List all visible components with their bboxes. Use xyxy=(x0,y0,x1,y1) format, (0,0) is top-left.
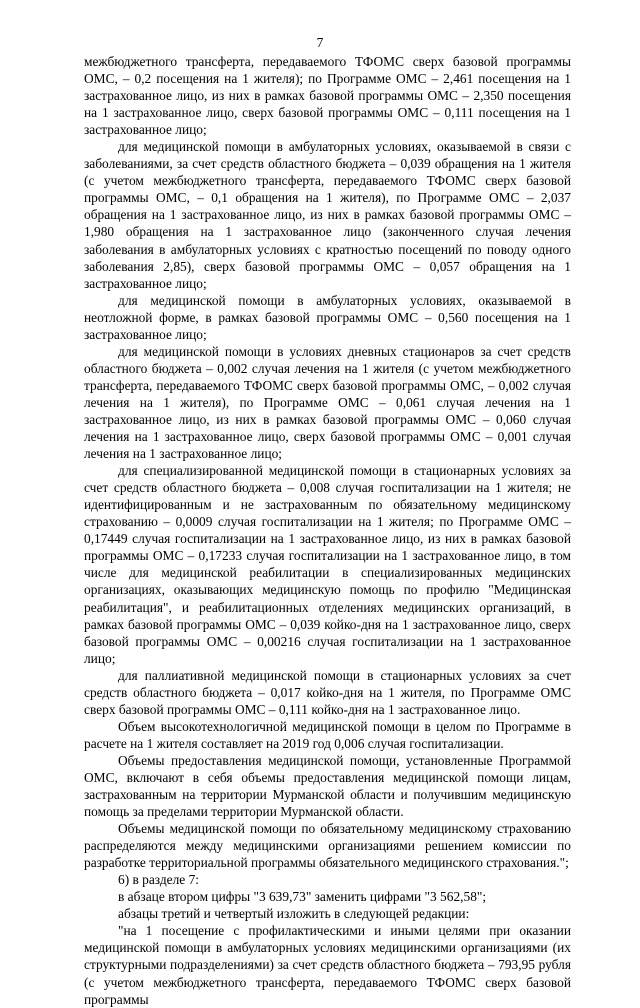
paragraph-ambulatory-disease: для медицинской помощи в амбулаторных условиях, оказываемой в связи с заболеваниями, за счет средств областного бюджета – 0,039 обращения на 1 жителя (с учетом межбюджетного трансферта, передаваемого ТФОМС сверх базовой программы ОМС, – 0,1 обращения на 1 жителя), по Программе ОМС – 2,037 обращения на 1 застрахованное лицо, из них в рамках базовой программы ОМС – 1,980 обращения на 1 застрахованное лицо (законченного случая лечения заболевания в амбулаторных условиях с кратностью посещений по поводу одного заболевания 2,85), сверх базовой программы ОМС – 0,057 обращения на 1 застрахованное лицо; xyxy=(84,139,571,291)
paragraph-section-7: 6) в разделе 7: xyxy=(118,872,200,888)
paragraph-quoted-amendment: "на 1 посещение с профилактическими и иными целями при оказании медицинской помощи в амбулаторных условиях медицинскими организациями (их структурными подразделениями) за счет средств областного бюджета – 793,95 рубля (с учетом межбюджетного трансферта, передаваемого ТФОМС сверх базовой программы xyxy=(84,923,571,1007)
paragraph-volumes-distribution: Объемы медицинской помощи по обязательному медицинскому страхованию распределяются между медицинскими организациями решением комиссии по разработке территориальной программы обязательного медицинского страхования."; xyxy=(84,821,571,871)
paragraph-replace-figures: в абзаце втором цифры "3 639,73" заменить цифрами "3 562,58"; xyxy=(118,889,487,905)
paragraph-specialized-inpatient: для специализированной медицинской помощи в стационарных условиях за счет средств областного бюджета – 0,008 случая госпитализации на 1 жителя; не идентифицированным и не застрахованным по обязательному медицинскому страхованию – 0,0009 случая госпитализации на 1 жителя; по Программе ОМС – 0,17449 случая госпитализации на 1 застрахованное лицо, из них в рамках базовой программы ОМС – 0,17233 случая госпитализации на 1 застрахованное лицо, в том числе для медицинской реабилитации в специализированных медицинских организациях, оказывающих медицинскую помощь по профилю "Медицинская реабилитация", и реабилитационных отделениях медицинских организаций, в рамках базовой программы ОМС – 0,039 койко-дня на 1 застрахованное лицо, сверх базовой программы ОМС – 0,00216 случая госпитализации на 1 застрахованное лицо; xyxy=(84,463,571,666)
paragraph-new-wording: абзацы третий и четвертый изложить в следующей редакции: xyxy=(118,906,470,922)
paragraph-continuation: межбюджетного трансферта, передаваемого ТФОМС сверх базовой программы ОМС, – 0,2 посещения на 1 жителя); по Программе ОМС – 2,461 посещения на 1 застрахованное лицо, из них в рамках базовой программы ОМС – 2,350 посещения на 1 застрахованное лицо, сверх базовой программы ОМС – 0,111 посещения на 1 застрахованное лицо; xyxy=(84,54,571,138)
paragraph-palliative: для паллиативной медицинской помощи в стационарных условиях за счет средств областного бюджета – 0,017 койко-дня на 1 жителя, по Программе ОМС сверх базовой программы ОМС – 0,111 койко-дня на 1 застрахованное лицо. xyxy=(84,667,571,717)
paragraph-volumes-oms: Объемы предоставления медицинской помощи, установленные Программой ОМС, включают в себя объемы предоставления медицинской помощи лицам, застрахованным на территории Мурманской области и получившим медицинскую помощь за пределами территории Мурманской области. xyxy=(84,752,571,820)
paragraph-ambulatory-urgent: для медицинской помощи в амбулаторных условиях, оказываемой в неотложной форме, в рамках базовой программы ОМС – 0,560 посещения на 1 застрахованное лицо; xyxy=(84,292,571,342)
page-number: 7 xyxy=(316,35,324,50)
paragraph-high-tech: Объем высокотехнологичной медицинской помощи в целом по Программе в расчете на 1 жителя составляет на 2019 год 0,006 случая госпитализации. xyxy=(84,718,571,751)
paragraph-day-hospital: для медицинской помощи в условиях дневных стационаров за счет средств областного бюджета – 0,002 случая лечения на 1 жителя (с учетом межбюджетного трансферта, передаваемого ТФОМС сверх базовой программы ОМС, – 0,002 случая лечения на 1 жителя), по Программе ОМС – 0,061 случая лечения на 1 застрахованное лицо, из них в рамках базовой программы ОМС – 0,060 случая лечения на 1 застрахованное лицо, сверх базовой программы ОМС – 0,001 случая лечения на 1 застрахованное лицо; xyxy=(84,343,571,462)
body-text xyxy=(84,53,571,1008)
